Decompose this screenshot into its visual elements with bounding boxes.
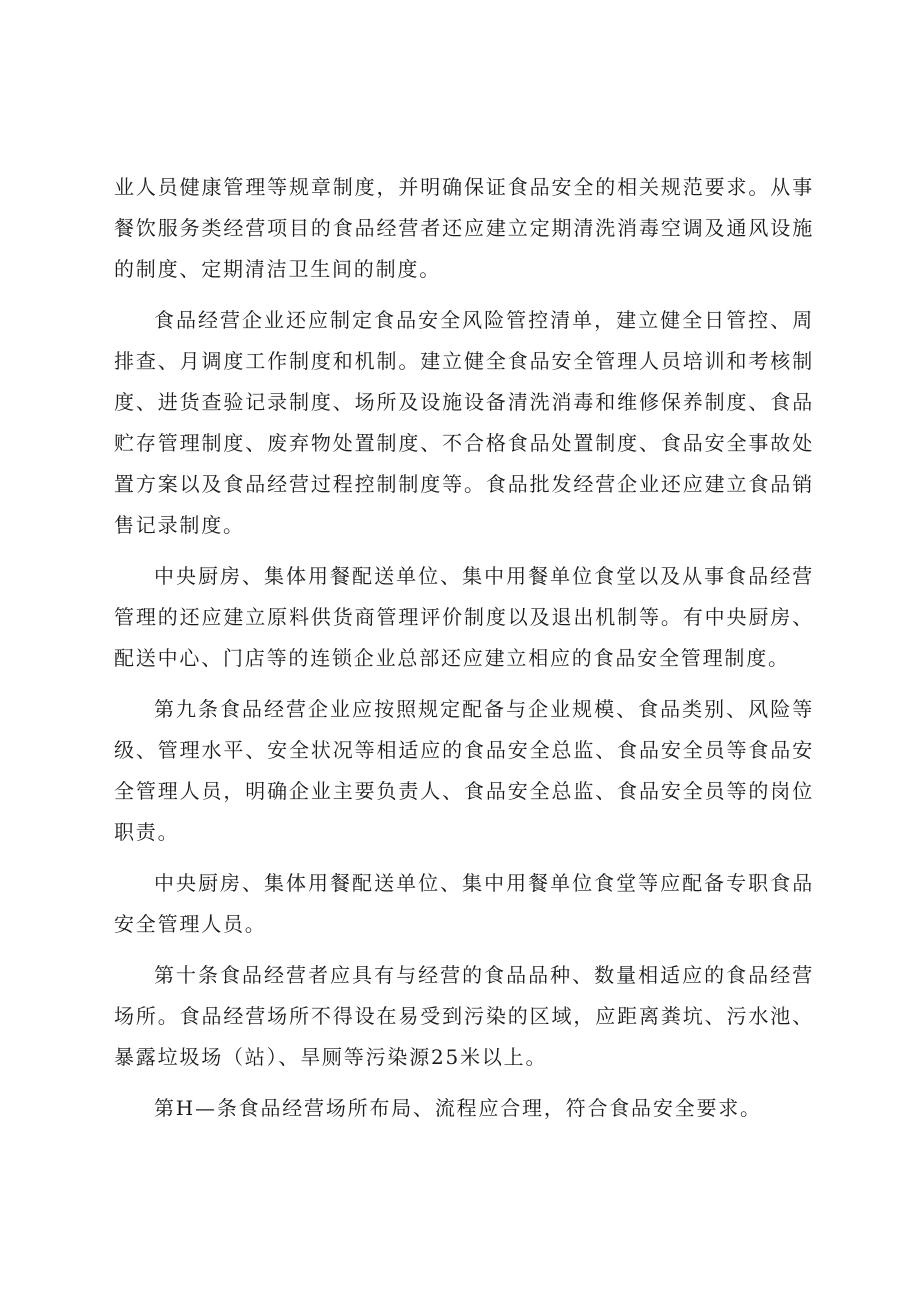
paragraph-gap — [114, 1078, 814, 1088]
paragraph-central-kitchen: 中央厨房、集体用餐配送单位、集中用餐单位食堂以及从事食品经营管理的还应建立原料供货商管理评价制度以及退出机制等。有中央厨房、配送中心、门店等的连锁企业总部还应建立相应的食品安全管理制度。 — [114, 564, 814, 670]
paragraph-article-10: 第十条食品经营者应具有与经营的食品品种、数量相适应的食品经营场所。食品经营场所不得设在易受到污染的区域，应距离粪坑、污水池、暴露垃圾场（站）、旱厕等污染源25米以上。 — [114, 963, 814, 1069]
paragraph-gap — [114, 290, 814, 300]
paragraph-gap — [114, 853, 814, 863]
paragraph-continuation: 业人员健康管理等规章制度，并明确保证食品安全的相关规范要求。从事餐饮服务类经营项目的食品经营者还应建立定期清洗消毒空调及通风设施的制度、定期清洁卫生间的制度。 — [114, 175, 814, 281]
paragraph-gap — [114, 945, 814, 955]
paragraph-article-11: 第H—条食品经营场所布局、流程应合理，符合食品安全要求。 — [154, 1096, 762, 1120]
paragraph-full-time-staff: 中央厨房、集体用餐配送单位、集中用餐单位食堂等应配备专职食品安全管理人员。 — [114, 871, 814, 936]
paragraph-risk-control: 食品经营企业还应制定食品安全风险管控清单，建立健全日管控、周排查、月调度工作制度和机制。建立健全食品安全管理人员培训和考核制度、进货查验记录制度、场所及设施设备清洗消毒和维修保养制度、食品贮存管理制度、废弃物处置制度、不合格食品处置制度、食品安全事故处置方案以及食品经营过程控制制度等。食品批发经营企业还应建立食品销售记录制度。 — [114, 308, 814, 537]
paragraph-article-9: 第九条食品经营企业应按照规定配备与企业规模、食品类别、风险等级、管理水平、安全状况等相适应的食品安全总监、食品安全员等食品安全管理人员，明确企业主要负责人、食品安全总监、食品安全员等的岗位职责。 — [114, 697, 814, 844]
paragraph-gap — [114, 546, 814, 556]
paragraph-gap — [114, 679, 814, 689]
document-body — [114, 167, 814, 1129]
